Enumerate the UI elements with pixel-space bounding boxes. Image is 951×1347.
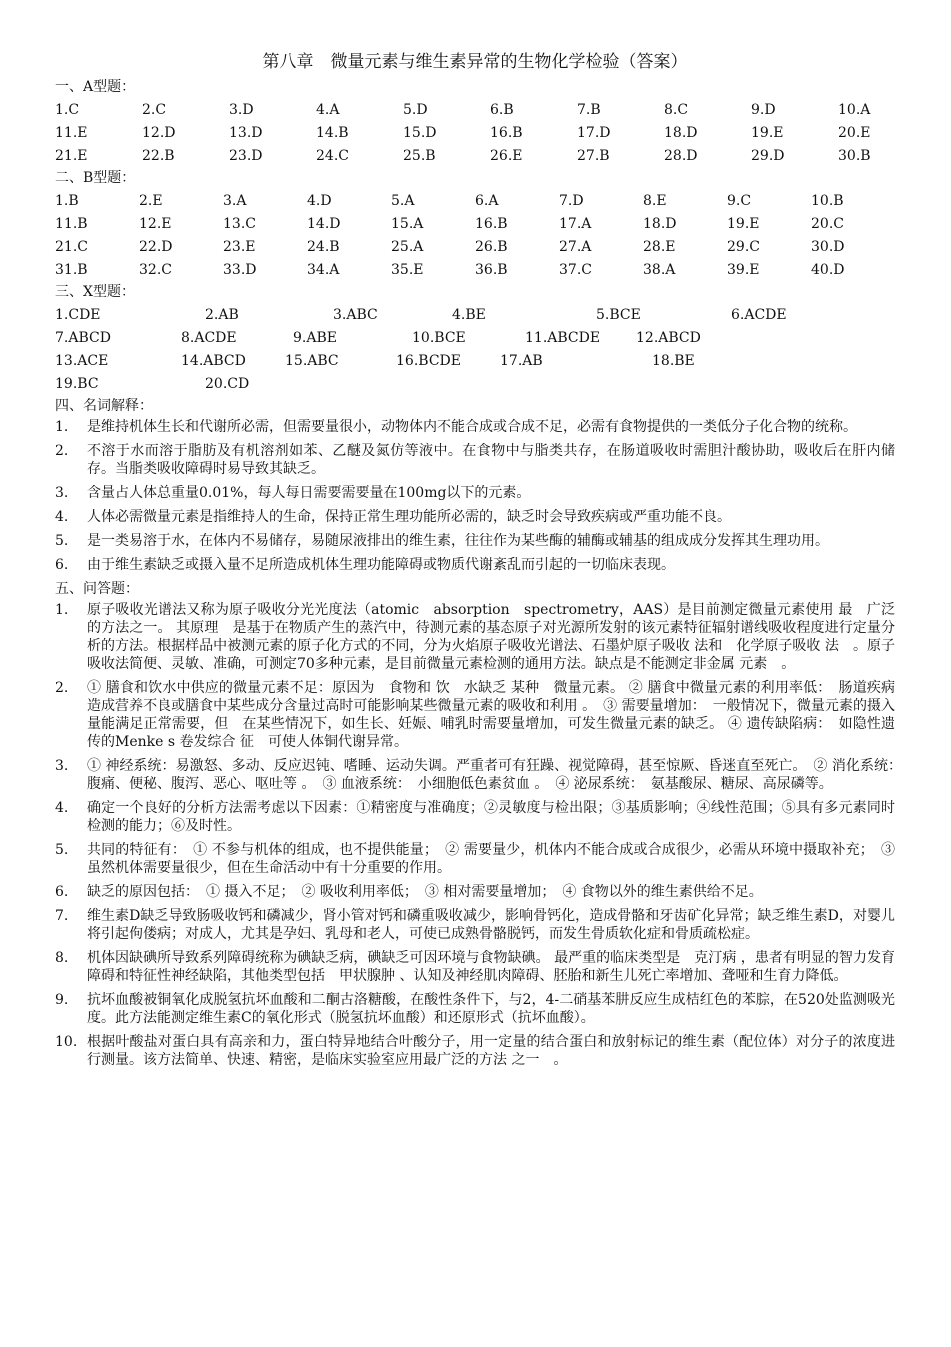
section-x-heading: 三、X型题： [55,284,135,300]
answer-cell: 2.E [139,192,163,209]
answer-cell: 5.A [391,192,415,209]
answer-cell: 26.B [475,238,508,255]
item-text: 由于维生素缺乏或摄入量不足所造成机体生理功能障碍或物质代谢紊乱而引起的一切临床表现。 [87,557,675,573]
answer-row [55,235,895,258]
answer-cell: 12.D [142,124,176,141]
definition-item [55,556,895,574]
answer-row [55,372,895,395]
answer-cell: 10.A [838,101,871,118]
item-number: 2. [55,680,69,696]
item-number: 1. [55,419,69,435]
answer-row [55,212,895,235]
answer-row [55,303,895,326]
answer-row [55,98,895,121]
section-b-heading: 二、B型题： [55,170,136,186]
item-text: 确定一个良好的分析方法需考虑以下因素：①精密度与准确度；②灵敏度与检出限；③基质影响；④线性范围；⑤具有多元素同时检测的能力；⑥及时性。 [87,800,895,834]
answer-cell: 21.C [55,238,88,255]
answer-cell: 1.CDE [55,307,101,323]
answer-cell: 25.A [391,238,424,255]
item-text: 共同的特征有： ① 不参与机体的组成，也不提供能量； ② 需要量少，机体内不能合成或合成很少，必需从环境中摄取补充； ③ 虽然机体需要量很少，但在生命活动中有十分重要的作用。 [87,842,895,876]
answer-cell: 6.A [475,192,499,209]
item-text: 不溶于水而溶于脂肪及有机溶剂如苯、乙醚及氮仿等液中。在食物中与脂类共存，在肠道吸收时需胆汁酸协助，吸收后在肝内储存。当脂类吸收障碍时易导致其缺乏。 [87,443,895,477]
answer-row [55,144,895,167]
item-number: 8. [55,950,69,966]
answer-cell: 18.D [664,124,698,141]
answer-item [55,757,909,793]
answer-cell: 23.D [229,147,263,164]
answer-cell: 2.AB [205,307,239,323]
answer-cell: 3.ABC [333,307,378,323]
answer-cell: 38.A [643,261,676,278]
answer-cell: 22.D [139,238,173,255]
answer-cell: 23.E [223,238,256,255]
answer-cell: 28.E [643,238,676,255]
item-number: 6. [55,557,69,573]
answer-cell: 20.CD [205,376,250,392]
answer-cell: 14.B [316,124,349,141]
answer-cell: 9.ABE [293,330,337,346]
answer-cell: 30.D [811,238,845,255]
item-number: 5. [55,842,69,858]
answer-cell: 36.B [475,261,508,278]
item-text: 是维持机体生长和代谢所必需，但需要量很小，动物体内不能合成或合成不足，必需有食物提供的一类低分子化合物的统称。 [87,419,857,435]
answer-cell: 24.B [307,238,340,255]
answer-cell: 19.BC [55,376,99,392]
item-text: 是一类易溶于水，在体内不易储存，易随尿液排出的维生素，往往作为某些酶的辅酶或辅基的组成成分发挥其生理功用。 [87,533,829,549]
definitions-list [55,418,895,574]
answer-item [55,679,895,751]
answer-cell: 18.BE [652,353,695,369]
item-number: 3. [55,758,69,774]
answer-cell: 5.BCE [596,307,641,323]
answer-cell: 22.B [142,147,175,164]
answer-cell: 33.D [223,261,257,278]
answer-row [55,189,895,212]
answer-item [55,841,895,877]
item-text: 抗坏血酸被铜氧化成脱氢抗坏血酸和二酮古洛糖酸，在酸性条件下，与2，4-二硝基苯肼反应生成桔红色的苯腙，在520处监测吸光度。此方法能测定维生素C的氧化形式（脱氢抗坏血酸）和还原形式（抗坏血酸）。 [87,992,895,1026]
answer-cell: 4.A [316,101,340,118]
item-text: 机体因缺碘所导致系列障碍统称为碘缺乏病，碘缺乏可因环境与食物缺碘。 最严重的临床类型是 克汀病 ，患者有明显的智力发育障碍和特征性神经缺陷，其他类型包括 甲状腺肿 、认知及神经肌肉障碍、胚胎和新生儿死亡率增加、聋哑和生育力降低。 [87,950,895,984]
answer-cell: 3.A [223,192,247,209]
answer-cell: 9.C [727,192,752,209]
item-number: 7. [55,908,69,924]
answer-cell: 27.A [559,238,592,255]
answer-cell: 12.ABCD [636,330,701,346]
item-text: ① 膳食和饮水中供应的微量元素不足：原因为 食物和 饮 水缺乏 某种 微量元素。 ② 膳食中微量元素的利用率低： 肠道疾病造成营养不良或膳食中某些成分含量过高时可能影响某些微量元素的吸收和利用 。 ③ 需要量增加： 一般情况下，微量元素的摄入量能满足正常需要，但 在某些情况下，如生长、妊娠、哺乳时需要量增加，可发生微量元素的缺乏。 ④ 遗传缺陷病： 如隐性遗传的Menke s 卷发综合 征 可使人体铜代谢异常。 [87,680,895,750]
answer-cell: 20.C [811,215,844,232]
b-answers [55,189,895,281]
answer-cell: 16.BCDE [396,353,461,369]
answer-cell: 11.ABCDE [525,330,601,346]
answers-list [55,601,909,1069]
answer-cell: 5.D [403,101,428,118]
answer-cell: 40.D [811,261,845,278]
answer-cell: 14.ABCD [181,353,246,369]
answer-cell: 28.D [664,147,698,164]
item-number: 1. [55,602,69,618]
item-number: 10. [55,1034,78,1050]
answer-cell: 21.E [55,147,88,164]
item-text: 原子吸收光谱法又称为原子吸收分光光度法（atomic absorption spectrometry，AAS）是目前测定微量元素使用 最 广泛的方法之一。 其原理 是基于在物质产生的蒸汽中，待测元素的基态原子对光源所发射的该元素特征辐射谱线吸收程度进行定量分析的方法。根据样品中被测元素的原子化方式的不同，分为火焰原子吸收光谱法、石墨炉原子吸收 法和 化学原子吸收 法 。原子吸收法简便、灵敏、准确，可测定70多种元素，是目前微量元素检测的通用方法。缺点是不能测定非金属 元素 。 [87,602,895,672]
answer-cell: 10.B [811,192,844,209]
answer-row [55,349,895,372]
answer-item [55,907,895,943]
answer-cell: 27.B [577,147,610,164]
answer-cell: 31.B [55,261,88,278]
answer-item [55,949,895,985]
answer-cell: 7.D [559,192,584,209]
answer-cell: 2.C [142,101,167,118]
section-qa-heading: 五、问答题： [55,581,139,597]
answer-cell: 10.BCE [412,330,466,346]
definition-item [55,532,895,550]
section-a-heading: 一、A型题： [55,79,136,95]
item-number: 3. [55,485,69,501]
answer-cell: 1.C [55,101,80,118]
item-number: 6. [55,884,69,900]
answer-cell: 14.D [307,215,341,232]
answer-item [55,601,895,673]
answer-cell: 8.C [664,101,689,118]
answer-cell: 13.ACE [55,353,109,369]
answer-cell: 25.B [403,147,436,164]
definition-item [55,508,895,526]
answer-cell: 8.ACDE [181,330,237,346]
answer-cell: 19.E [727,215,760,232]
answer-cell: 34.A [307,261,340,278]
item-number: 2. [55,443,69,459]
answer-cell: 24.C [316,147,349,164]
item-text: 含量占人体总重量0.01%，每人每日需要需要量在100mg以下的元素。 [87,485,531,501]
answer-cell: 7.B [577,101,601,118]
page-title: 第八章 微量元素与维生素异常的生物化学检验（答案） [262,52,688,72]
item-text: 人体必需微量元素是指维持人的生命，保持正常生理功能所必需的，缺乏时会导致疾病或严重功能不良。 [87,509,731,525]
answer-cell: 6.ACDE [731,307,787,323]
answer-cell: 39.E [727,261,760,278]
answer-cell: 7.ABCD [55,330,111,346]
x-answers [55,303,895,395]
answer-cell: 30.B [838,147,871,164]
answer-cell: 1.B [55,192,79,209]
answer-cell: 29.D [751,147,785,164]
answer-cell: 17.A [559,215,592,232]
section-definitions-heading: 四、名词解释： [55,398,153,414]
answer-cell: 32.C [139,261,172,278]
answer-cell: 26.E [490,147,523,164]
answer-row [55,121,895,144]
answer-cell: 4.D [307,192,332,209]
answer-item [55,991,895,1027]
answer-cell: 17.AB [500,353,543,369]
item-number: 4. [55,509,69,525]
item-text: 维生素D缺乏导致肠吸收钙和磷减少，肾小管对钙和磷重吸收减少，影响骨钙化，造成骨骼和牙齿矿化异常；缺乏维生素D，对婴儿将引起佝偻病；对成人，尤其是孕妇、乳母和老人，可使已成熟骨骼脱钙，而发生骨质软化症和骨质疏松症。 [87,908,895,942]
definition-item [55,418,895,436]
answer-cell: 35.E [391,261,424,278]
answer-cell: 13.D [229,124,263,141]
answer-cell: 6.B [490,101,514,118]
answer-cell: 8.E [643,192,667,209]
answer-cell: 19.E [751,124,784,141]
answer-cell: 13.C [223,215,256,232]
answer-row [55,258,895,281]
answer-cell: 11.B [55,215,88,232]
item-number: 9. [55,992,69,1008]
a-answers [55,98,895,167]
answer-cell: 9.D [751,101,776,118]
answer-cell: 17.D [577,124,611,141]
item-text: 根据叶酸盐对蛋白具有高亲和力，蛋白特异地结合叶酸分子，用一定量的结合蛋白和放射标记的维生素（配位体）对分子的浓度进行测量。该方法简单、快速、精密，是临床实验室应用最广泛的方法 之一 。 [87,1034,895,1068]
answer-cell: 15.A [391,215,424,232]
answer-cell: 3.D [229,101,254,118]
item-text: ① 神经系统：易激怒、多动、反应迟钝、嗜睡、运动失调。严重者可有狂躁、视觉障碍，甚至惊厥、昏迷直至死亡。 ② 消化系统： 腹痛、便秘、腹泻、恶心、呕吐等 。 ③ 血液系统： 小细胞低色素贫血 。 ④ 泌尿系统： 氨基酸尿、糖尿、高尿磷等。 [87,758,909,792]
item-number: 5. [55,533,69,549]
answer-cell: 12.E [139,215,172,232]
answer-cell: 18.D [643,215,677,232]
answer-cell: 11.E [55,124,88,141]
answer-item [55,799,895,835]
answer-cell: 16.B [490,124,523,141]
item-number: 4. [55,800,69,816]
answer-row [55,326,895,349]
answer-cell: 37.C [559,261,592,278]
answer-cell: 20.E [838,124,871,141]
answer-cell: 15.D [403,124,437,141]
answer-item [55,883,895,901]
answer-cell: 15.ABC [285,353,339,369]
answer-cell: 4.BE [452,307,486,323]
answer-cell: 16.B [475,215,508,232]
answer-cell: 29.C [727,238,760,255]
definition-item [55,484,895,502]
definition-item [55,442,895,478]
item-text: 缺乏的原因包括： ① 摄入不足； ② 吸收利用率低； ③ 相对需要量增加； ④ 食物以外的维生素供给不足。 [87,884,763,900]
answer-item [55,1033,895,1069]
